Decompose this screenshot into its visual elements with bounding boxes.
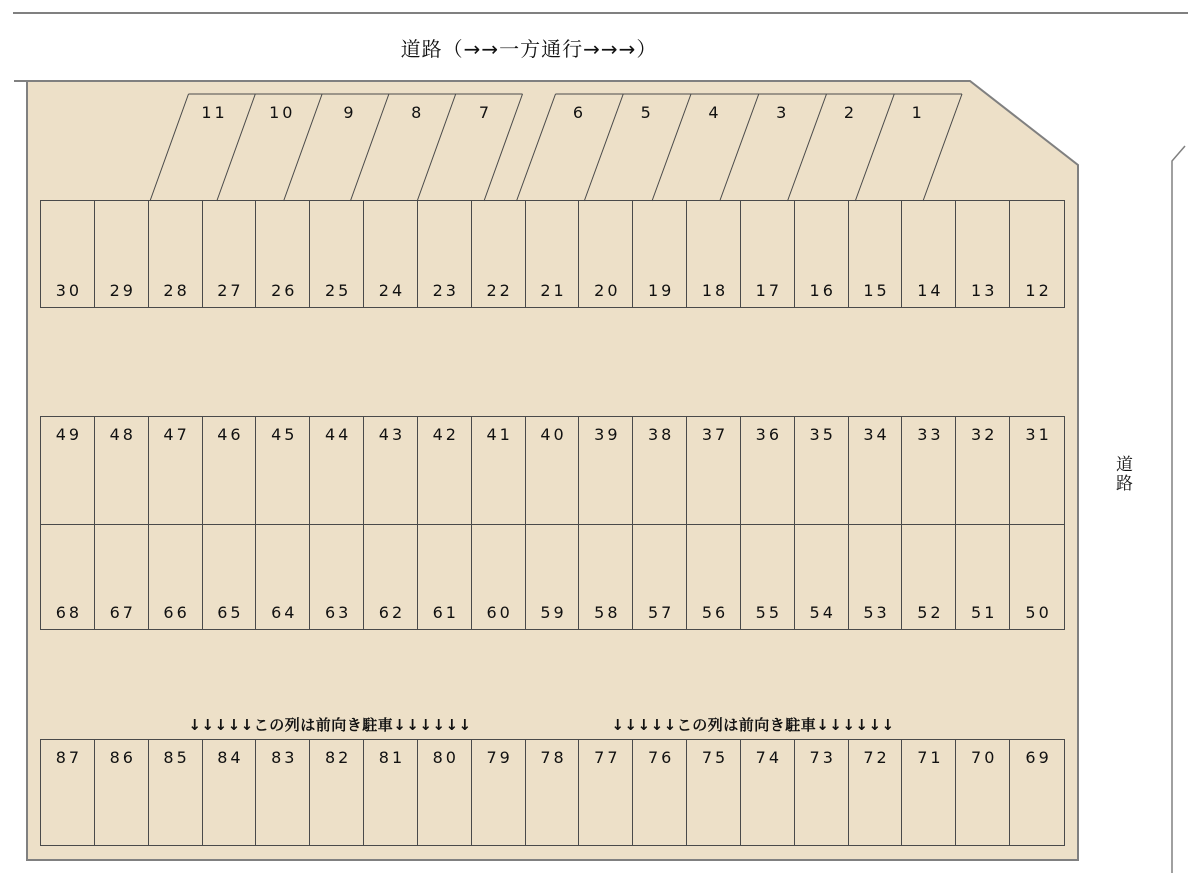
parking-stall (687, 417, 741, 524)
parking-stall (902, 740, 956, 845)
stall-number: 71 (917, 748, 944, 767)
stall-number: 63 (324, 603, 352, 622)
parking-stall (633, 201, 687, 307)
stall-number: 30 (55, 281, 83, 300)
stall-number: 41 (486, 425, 513, 444)
stall-number: 27 (217, 281, 244, 300)
parking-stall (418, 417, 472, 524)
stall-number: 25 (324, 281, 352, 300)
stall-number: 21 (540, 281, 567, 300)
parking-stall (310, 740, 364, 845)
stall-number: 36 (755, 425, 783, 444)
stall-number: 2 (843, 103, 858, 122)
stall-number: 45 (271, 425, 298, 444)
stall-number: 33 (917, 425, 944, 444)
parking-stall (795, 417, 849, 524)
stall-number: 29 (109, 281, 136, 300)
stall-number: 75 (701, 748, 729, 767)
parking-stall (256, 525, 310, 629)
stall-number: 1 (911, 103, 925, 122)
stall-number: 54 (809, 603, 836, 622)
parking-stall (203, 201, 257, 307)
front-parking-note-right: ↓↓↓↓↓この列は前向き駐車↓↓↓↓↓↓ (611, 716, 895, 734)
parking-stall (849, 417, 903, 524)
stall-row-49-31 (40, 416, 1065, 525)
parking-stall (633, 417, 687, 524)
parking-stall (41, 201, 95, 307)
stall-number: 59 (540, 603, 567, 622)
parking-stall (95, 417, 149, 524)
parking-stall (364, 201, 418, 307)
parking-stall (256, 417, 310, 524)
stall-number: 24 (378, 281, 406, 300)
stall-number: 23 (432, 281, 459, 300)
stall-number: 12 (1025, 281, 1052, 300)
stall-number: 10 (269, 103, 296, 122)
stall-number: 84 (217, 748, 244, 767)
parking-stall (310, 525, 364, 629)
parking-stall (956, 201, 1010, 307)
parking-stall (849, 201, 903, 307)
parking-stall (41, 740, 95, 845)
stall-number: 52 (917, 603, 944, 622)
parking-stall (526, 201, 580, 307)
parking-stall (741, 417, 795, 524)
parking-stall (149, 417, 203, 524)
stall-number: 78 (540, 748, 567, 767)
parking-stall (687, 740, 741, 845)
parking-stall (95, 740, 149, 845)
parking-stall (579, 525, 633, 629)
stall-number: 79 (486, 748, 513, 767)
parking-stall (256, 740, 310, 845)
stall-number: 6 (572, 103, 587, 122)
stall-number: 72 (863, 748, 890, 767)
parking-stall (902, 525, 956, 629)
stall-number: 44 (324, 425, 352, 444)
diagonal-stall-group-2 (551, 105, 1031, 123)
parking-stall (579, 201, 633, 307)
stall-number: 22 (486, 281, 513, 300)
stall-number: 61 (432, 603, 459, 622)
parking-stall (633, 525, 687, 629)
stall-row-68-50 (40, 524, 1065, 630)
parking-stall (418, 525, 472, 629)
parking-stall (741, 201, 795, 307)
stall-number: 82 (324, 748, 352, 767)
parking-stall (472, 740, 526, 845)
parking-stall (203, 525, 257, 629)
stall-number: 28 (163, 281, 190, 300)
stall-number: 86 (109, 748, 136, 767)
parking-stall (849, 740, 903, 845)
stall-number: 60 (486, 603, 513, 622)
stall-number: 37 (701, 425, 729, 444)
stall-number: 58 (594, 603, 621, 622)
stall-number: 40 (540, 425, 567, 444)
parking-stall (956, 417, 1010, 524)
parking-stall (633, 740, 687, 845)
parking-stall (203, 417, 257, 524)
front-parking-note-left: ↓↓↓↓↓この列は前向き駐車↓↓↓↓↓↓ (188, 716, 472, 734)
parking-stall (418, 201, 472, 307)
stall-number: 13 (971, 281, 998, 300)
stall-number: 15 (863, 281, 890, 300)
stall-number: 85 (163, 748, 190, 767)
parking-stall (526, 417, 580, 524)
stall-number: 87 (55, 748, 83, 767)
parking-stall (687, 201, 741, 307)
stall-number: 74 (755, 748, 783, 767)
stall-number: 81 (378, 748, 406, 767)
parking-stall (418, 740, 472, 845)
stall-number: 18 (701, 281, 729, 300)
stall-number: 64 (271, 603, 298, 622)
parking-stall (902, 417, 956, 524)
parking-stall (472, 201, 526, 307)
parking-stall (472, 525, 526, 629)
parking-stall (902, 201, 956, 307)
parking-stall (795, 740, 849, 845)
stall-number: 67 (109, 603, 136, 622)
stall-number: 9 (343, 103, 357, 122)
right-road-line (1172, 146, 1185, 873)
stall-number: 3 (776, 103, 790, 122)
stall-number: 26 (271, 281, 298, 300)
stall-row-30-12 (40, 200, 1065, 308)
parking-stall (41, 525, 95, 629)
stall-number: 20 (594, 281, 621, 300)
parking-stall (579, 740, 633, 845)
stall-number: 69 (1025, 748, 1052, 767)
stall-number: 16 (809, 281, 836, 300)
stall-number: 73 (809, 748, 836, 767)
stall-number: 31 (1025, 425, 1052, 444)
parking-stall (364, 417, 418, 524)
parking-stall (741, 740, 795, 845)
parking-stall (256, 201, 310, 307)
stall-number: 70 (971, 748, 998, 767)
diagonal-stall-group-1 (186, 105, 596, 123)
stall-number: 19 (647, 281, 675, 300)
stall-row-87-69 (40, 739, 1065, 846)
stall-number: 11 (201, 103, 228, 122)
parking-stall (310, 417, 364, 524)
parking-stall (41, 417, 95, 524)
stall-number: 49 (55, 425, 83, 444)
parking-stall (1010, 740, 1064, 845)
parking-stall (956, 525, 1010, 629)
parking-stall (687, 525, 741, 629)
parking-stall (1010, 417, 1064, 524)
side-road-label: 道路 (1112, 455, 1132, 493)
parking-stall (310, 201, 364, 307)
parking-stall (795, 201, 849, 307)
stall-number: 62 (378, 603, 406, 622)
stall-number: 5 (640, 103, 654, 122)
stall-number: 53 (863, 603, 890, 622)
stall-number: 83 (271, 748, 298, 767)
stall-number: 56 (701, 603, 729, 622)
stall-number: 34 (863, 425, 890, 444)
parking-stall (579, 417, 633, 524)
stall-number: 14 (917, 281, 944, 300)
stall-number: 8 (411, 103, 425, 122)
stall-number: 39 (594, 425, 621, 444)
parking-stall (149, 525, 203, 629)
stall-number: 42 (432, 425, 459, 444)
stall-number: 35 (809, 425, 836, 444)
parking-stall (95, 525, 149, 629)
parking-stall (95, 201, 149, 307)
parking-stall (795, 525, 849, 629)
parking-stall (364, 525, 418, 629)
stall-number: 68 (55, 603, 83, 622)
parking-stall (149, 740, 203, 845)
stall-number: 48 (109, 425, 136, 444)
parking-stall (741, 525, 795, 629)
stall-number: 57 (647, 603, 675, 622)
parking-stall (526, 525, 580, 629)
stall-number: 76 (647, 748, 675, 767)
parking-stall (364, 740, 418, 845)
stall-number: 77 (594, 748, 621, 767)
stall-number: 55 (755, 603, 783, 622)
parking-stall (849, 525, 903, 629)
stall-number: 46 (217, 425, 244, 444)
stall-number: 7 (478, 103, 493, 122)
stall-number: 47 (163, 425, 190, 444)
stall-number: 65 (217, 603, 244, 622)
parking-stall (1010, 201, 1064, 307)
stall-number: 17 (755, 281, 783, 300)
top-road-label: 道路（→→一方通行→→→） (400, 37, 658, 61)
parking-stall (203, 740, 257, 845)
stall-number: 80 (432, 748, 459, 767)
parking-stall (526, 740, 580, 845)
stall-number: 50 (1025, 603, 1052, 622)
stall-number: 66 (163, 603, 190, 622)
parking-stall (1010, 525, 1064, 629)
stall-number: 4 (708, 103, 722, 122)
stall-number: 32 (971, 425, 998, 444)
stall-number: 51 (971, 603, 998, 622)
parking-stall (149, 201, 203, 307)
stall-number: 38 (647, 425, 675, 444)
parking-stall (956, 740, 1010, 845)
stall-number: 43 (378, 425, 406, 444)
parking-stall (472, 417, 526, 524)
